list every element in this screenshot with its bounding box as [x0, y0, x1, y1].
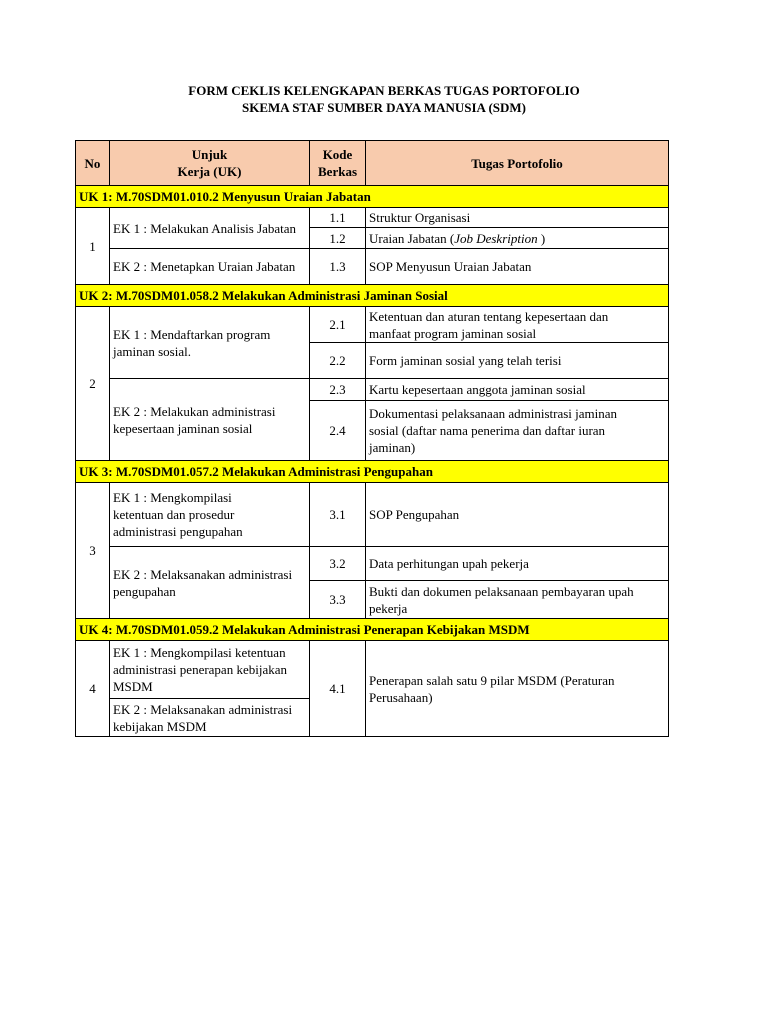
tugas-1-3: SOP Menyusun Uraian Jabatan [366, 249, 669, 285]
tugas-2-4-line-2: sosial (daftar nama penerima dan daftar iuran [369, 423, 606, 438]
uk4-ek1-line-2: administrasi penerapan kebijakan [113, 662, 287, 677]
uk4-number: 4 [76, 641, 110, 737]
header-unjuk-kerja [110, 141, 310, 186]
tugas-1-2-text: Uraian Jabatan ( [369, 230, 455, 246]
tugas-1-2 [366, 228, 669, 249]
uk4-ek1 [110, 641, 310, 699]
header-kode-line-1: Kode [322, 147, 353, 162]
uk3-ek1-line-2: ketentuan dan prosedur [113, 507, 235, 522]
tugas-2-1 [366, 307, 669, 343]
tugas-2-1-line-1: Ketentuan dan aturan tentang kepesertaan dan [369, 308, 609, 324]
uk2-number: 2 [76, 307, 110, 461]
uk-section-row [76, 619, 669, 641]
tugas-1-2-close: ) [537, 230, 546, 246]
uk3-ek1-line-3: administrasi pengupahan [113, 524, 243, 539]
uk1-title: UK 1: M.70SDM01.010.2 Menyusun Uraian Jabatan [76, 186, 669, 208]
tugas-2-4-line-1: Dokumentasi pelaksanaan administrasi jaminan [369, 406, 618, 421]
uk3-ek2 [110, 547, 310, 619]
tugas-3-1: SOP Pengupahan [366, 483, 669, 547]
uk2-ek1-line-1: EK 1 : Mendaftarkan program [113, 326, 271, 342]
kode-1-2: 1.2 [310, 228, 366, 249]
table-row [76, 208, 669, 228]
form-title-line-2: SKEMA STAF SUMBER DAYA MANUSIA (SDM) [242, 100, 526, 115]
uk1-ek1: EK 1 : Melakukan Analisis Jabatan [110, 208, 310, 249]
uk2-ek1 [110, 307, 310, 379]
uk2-ek2-line-2: kepesertaan jaminan sosial [113, 420, 253, 436]
uk-section-row [76, 285, 669, 307]
kode-2-3: 2.3 [310, 379, 366, 401]
uk2-ek1-line-2: jaminan sosial. [113, 343, 191, 359]
header-uk-line-2: Kerja (UK) [177, 164, 242, 179]
uk3-title: UK 3: M.70SDM01.057.2 Melakukan Administrasi Pengupahan [76, 461, 669, 483]
table-row [76, 307, 669, 343]
tugas-3-2: Data perhitungan upah pekerja [366, 547, 669, 581]
uk1-ek2: EK 2 : Menetapkan Uraian Jabatan [110, 249, 310, 285]
tugas-3-3-line-1: Bukti dan dokumen pelaksanaan pembayaran upah [369, 583, 634, 599]
tugas-2-4-line-3: jaminan) [369, 440, 416, 455]
portfolio-checklist-table [75, 140, 669, 737]
uk-section-row [76, 186, 669, 208]
tugas-1-2-italic: Job Deskription [454, 230, 538, 246]
table-row [76, 483, 669, 547]
header-uk-line-1: Unjuk [191, 147, 228, 162]
uk4-ek1-line-1: EK 1 : Mengkompilasi ketentuan [113, 645, 286, 660]
kode-4-1: 4.1 [310, 641, 366, 737]
tugas-2-3: Kartu kepesertaan anggota jaminan sosial [366, 379, 669, 401]
kode-2-4: 2.4 [310, 401, 366, 461]
tugas-3-3-line-2: pekerja [369, 600, 408, 616]
kode-1-1: 1.1 [310, 208, 366, 228]
tugas-4-1-line-2: Perusahaan) [369, 689, 433, 705]
kode-2-1: 2.1 [310, 307, 366, 343]
kode-3-2: 3.2 [310, 547, 366, 581]
uk3-ek2-line-2: pengupahan [113, 583, 176, 599]
uk3-number: 3 [76, 483, 110, 619]
form-title-line-1: FORM CEKLIS KELENGKAPAN BERKAS TUGAS PORTOFOLIO [188, 83, 580, 98]
kode-3-3: 3.3 [310, 581, 366, 619]
uk2-title: UK 2: M.70SDM01.058.2 Melakukan Administrasi Jaminan Sosial [76, 285, 669, 307]
table-row [76, 379, 669, 401]
uk3-ek2-line-1: EK 2 : Melaksanakan administrasi [113, 566, 293, 582]
uk3-ek1-line-1: EK 1 : Mengkompilasi [113, 490, 232, 505]
table-row [76, 641, 669, 699]
uk3-ek1 [110, 483, 310, 547]
tugas-4-1-line-1: Penerapan salah satu 9 pilar MSDM (Peraturan [369, 672, 615, 688]
header-kode-berkas [310, 141, 366, 186]
tugas-4-1 [366, 641, 669, 737]
uk4-title: UK 4: M.70SDM01.059.2 Melakukan Administrasi Penerapan Kebijakan MSDM [76, 619, 669, 641]
kode-3-1: 3.1 [310, 483, 366, 547]
kode-1-3: 1.3 [310, 249, 366, 285]
table-row [76, 547, 669, 581]
uk1-number: 1 [76, 208, 110, 285]
kode-2-2: 2.2 [310, 343, 366, 379]
uk4-ek2-line-1: EK 2 : Melaksanakan administrasi [113, 701, 293, 717]
tugas-2-2: Form jaminan sosial yang telah terisi [366, 343, 669, 379]
uk4-ek2 [110, 699, 310, 737]
tugas-1-1: Struktur Organisasi [366, 208, 669, 228]
header-kode-line-2: Berkas [318, 164, 357, 179]
table-header-row [76, 141, 669, 186]
uk2-ek2-line-1: EK 2 : Melakukan administrasi [113, 403, 276, 419]
uk2-ek2 [110, 379, 310, 461]
tugas-2-1-line-2: manfaat program jaminan sosial [369, 325, 537, 341]
uk4-ek2-line-2: kebijakan MSDM [113, 718, 207, 734]
uk4-ek1-line-3: MSDM [113, 679, 153, 694]
uk-section-row [76, 461, 669, 483]
table-row [76, 249, 669, 285]
tugas-2-4 [366, 401, 669, 461]
header-tugas-portofolio: Tugas Portofolio [366, 141, 669, 186]
header-no: No [76, 141, 110, 186]
tugas-3-3 [366, 581, 669, 619]
